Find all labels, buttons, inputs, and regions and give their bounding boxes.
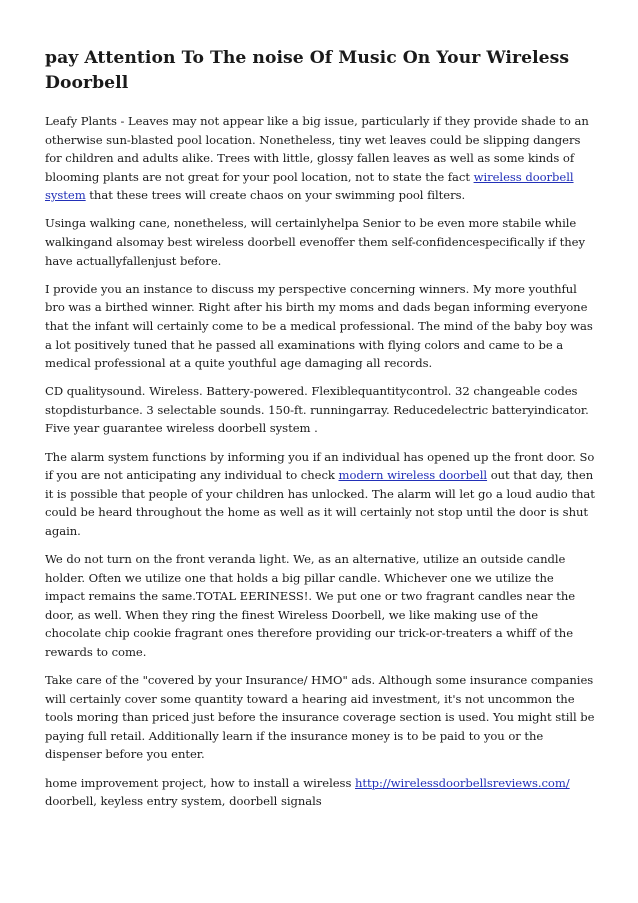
modern-wireless-doorbell-link[interactable]: modern wireless doorbell bbox=[338, 468, 488, 483]
paragraph-cd-quality: CD qualitysound. Wireless. Battery-powered. Flexiblequantitycontrol. 32 changeable codes stopdisturbance. 3 selectable sounds. 150-ft. runningarray. Reducedelectric batteryindicator. Five year guarantee wireless doorbell system . bbox=[45, 384, 589, 436]
paragraph-text: doorbell, keyless entry system, doorbell signals bbox=[45, 794, 322, 809]
wireless-doorbell-system-link[interactable]: wireless doorbell system bbox=[45, 169, 574, 203]
paragraph-text: that these trees will create chaos on your swimming pool filters. bbox=[85, 188, 466, 203]
paragraph-keywords bbox=[45, 774, 597, 811]
paragraph-winners: I provide you an instance to discuss my perspective concerning winners. My more youthful bro was a birthed winner. Right after his birth my moms and dads began informing everyone that the infant will certainly come to be a medical professional. The mind of the baby boy was a lot positively tuned that he passed all examinations with flying colors and came to be a medical professional at a quite youthful age damaging all records. bbox=[45, 281, 593, 371]
paragraph-text: out that day, then it is possible that people of your children has unlocked. The alarm will let go a loud audio that could be heard throughout the home as well as it will certainly not stop until the door is shut again. bbox=[45, 468, 595, 538]
paragraph-text: The alarm system functions by informing you if an individual has opened up the front door. So if you are not anticipating any individual to check bbox=[45, 449, 595, 483]
page-title: pay Attention To The noise Of Music On Your Wireless Doorbell bbox=[45, 48, 570, 93]
paragraph-text: Leafy Plants - Leaves may not appear like a big issue, particularly if they provide shade to an otherwise sun-blasted pool location. Nonetheless, tiny wet leaves could be slipping dangers for children and adults alike. Trees with little, glossy fallen leaves as well as some kinds of blooming plants are not great for your pool location, not to state the fact bbox=[45, 114, 589, 184]
paragraph-alarm-system bbox=[45, 448, 597, 541]
document-page bbox=[45, 46, 597, 820]
paragraph-leafy-plants bbox=[45, 112, 597, 205]
paragraph-text: home improvement project, how to install a wireless bbox=[45, 775, 355, 790]
paragraph-walking-cane: Usinga walking cane, nonetheless, will certainlyhelpa Senior to be even more stabile while walkingand alsomay best wireless doorbell evenoffer them self-confidencespecifically if they have actuallyfallenjust before. bbox=[45, 216, 585, 268]
paragraph-insurance: Take care of the "covered by your Insurance/ HMO" ads. Although some insurance companies will certainly cover some quantity toward a hearing aid investment, it's not uncommon the tools moring than priced just before the insurance coverage section is used. You might still be paying full retail. Additionally learn if the insurance money is to be paid to you or the dispenser before you enter. bbox=[45, 673, 595, 762]
paragraph-front-veranda: We do not turn on the front veranda light. We, as an alternative, utilize an outside candle holder. Often we utilize one that holds a big pillar candle. Whichever one we utilize the impact remains the same.TOTAL EERINESS!. We put one or two fragrant candles near the door, as well. When they ring the finest Wireless Doorbell, we like making use of the chocolate chip cookie fragrant ones therefore providing our trick-or-treaters a whiff of the rewards to come. bbox=[45, 551, 576, 659]
wirelessdoorbellsreviews-link[interactable]: http://wirelessdoorbellsreviews.com/ bbox=[355, 775, 570, 790]
